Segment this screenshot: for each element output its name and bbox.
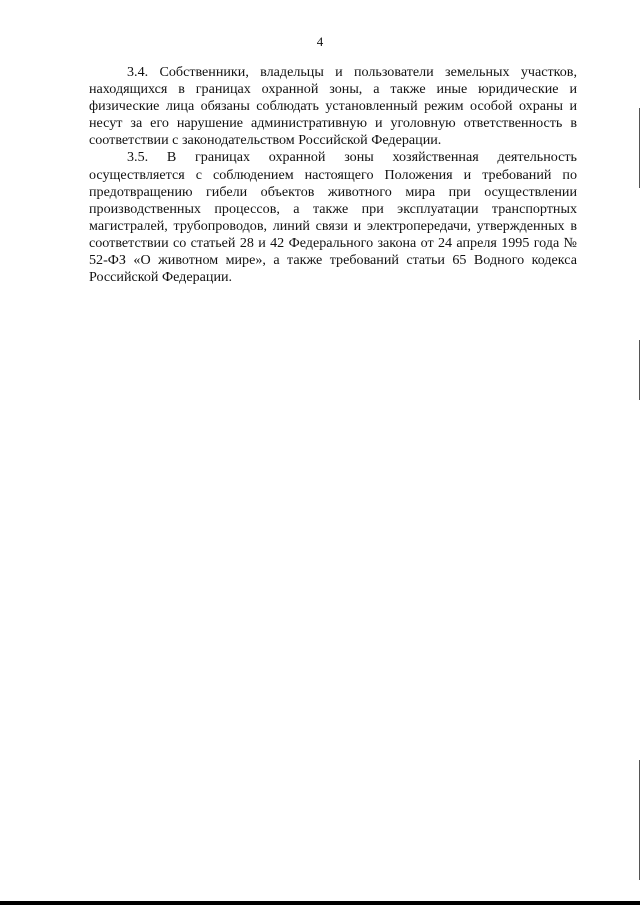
page-number: 4 bbox=[316, 34, 324, 49]
scan-bottom-border bbox=[0, 901, 640, 905]
paragraph-3-4: 3.4. Собственники, владельцы и пользователи земельных участков, находящихся в границах охранной зоны, а также иные юридические и физические лица обязаны соблюдать установленный режим особой охраны и несут за его нарушение административную и уголовную ответственность в соответствии с законодательством Российской Федерации. bbox=[89, 64, 577, 149]
paragraph-3-5: 3.5. В границах охранной зоны хозяйственная деятельность осуществляется с соблюдением настоящего Положения и требований по предотвращению гибели объектов животного мира при осуществлении производственных процессов, а также при эксплуатации транспортных магистралей, трубопроводов, линий связи и электропередачи, утвержденных в соответствии со статьей 28 и 42 Федерального закона от 24 апреля 1995 года № 52-ФЗ «О животном мире», а также требований статьи 65 Водного кодекса Российской Федерации. bbox=[89, 149, 577, 286]
document-body bbox=[89, 64, 577, 286]
